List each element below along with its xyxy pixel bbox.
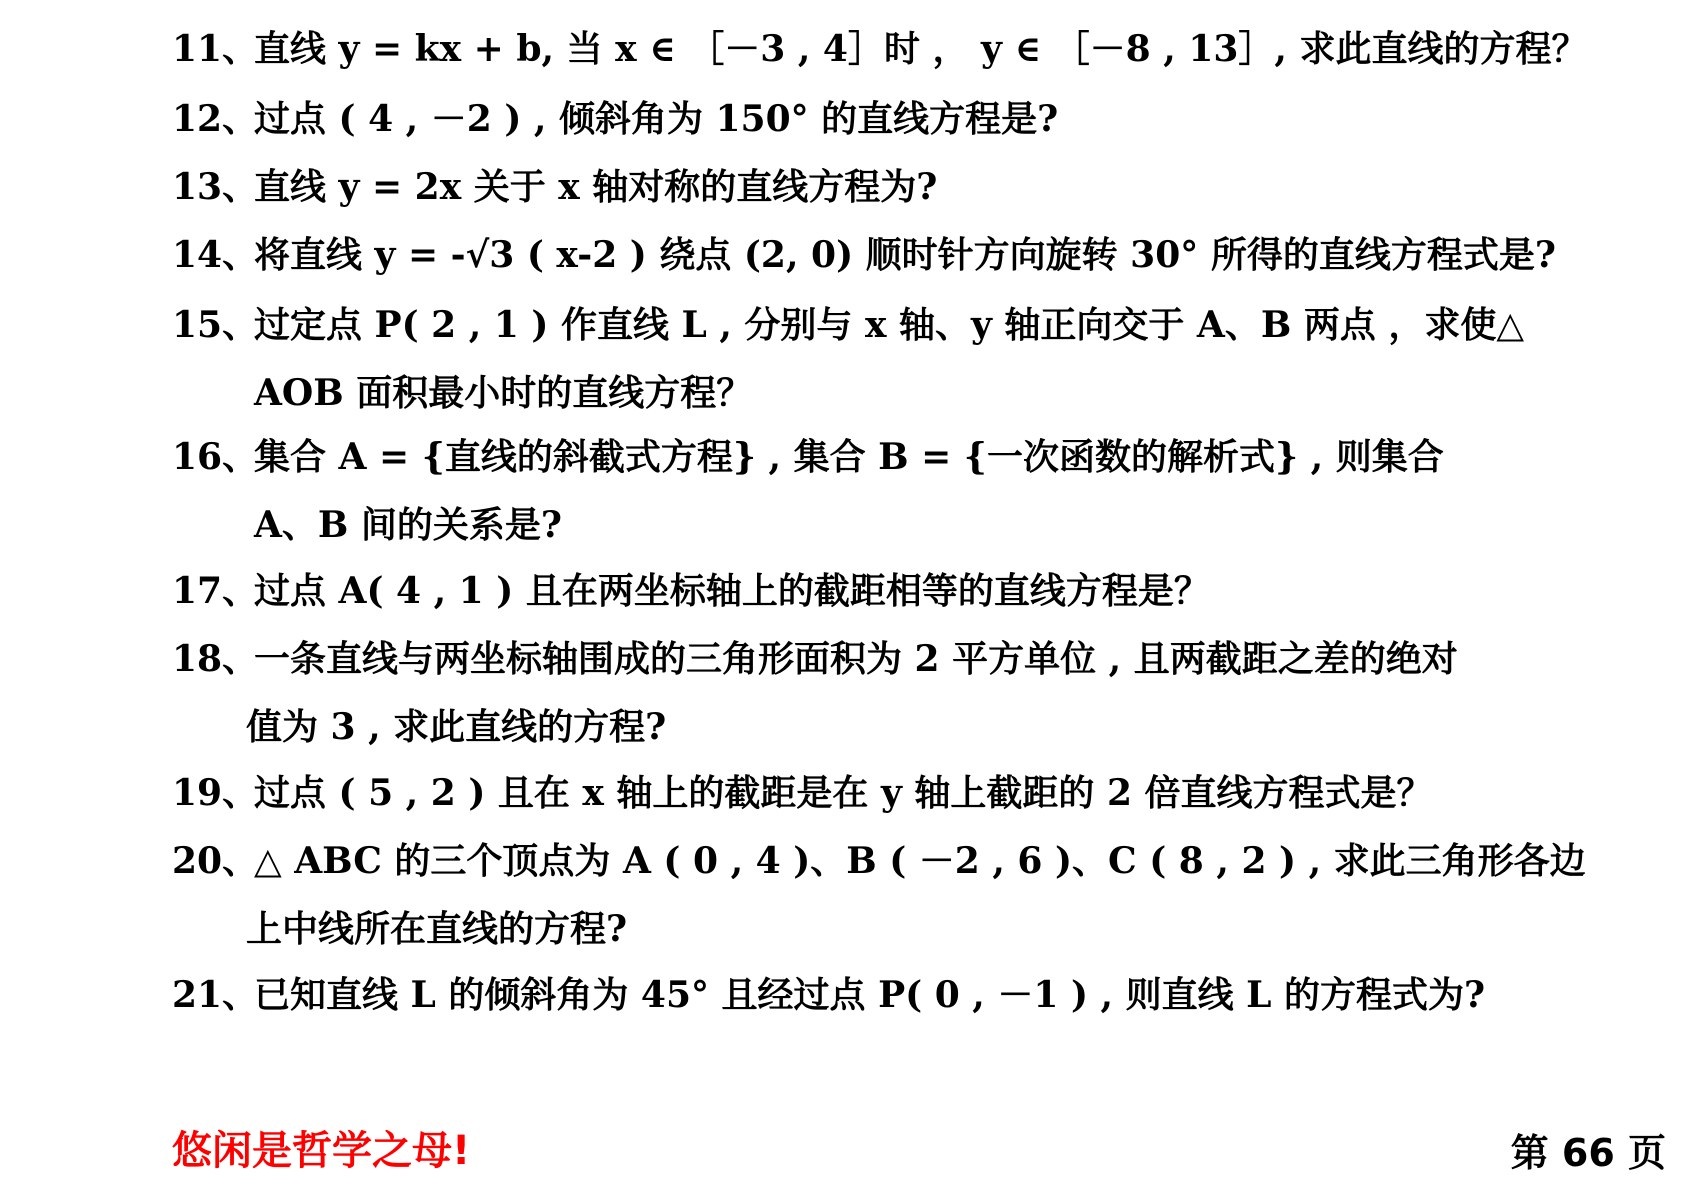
question-number: 19、 [172,772,259,814]
question-number: 16、 [172,436,259,478]
question-13 [0,164,937,210]
question-number: 12、 [172,98,259,140]
question-text: 一条直线与两坐标轴围成的三角形面积为 2 平方单位 , 且两截距之差的绝对 [254,638,1458,680]
footer-motto: 悠闲是哲学之母! [172,1128,471,1174]
question-text: 过定点 P( 2 , 1 ) 作直线 L , 分别与 x 轴、y 轴正向交于 A、B 两点 ，求使△ [254,304,1525,346]
question-number: 18、 [172,638,259,680]
question-text: 过点 A( 4 , 1 ) 且在两坐标轴上的截距相等的直线方程是？ [254,570,1210,612]
question-14 [0,232,1556,278]
question-17 [0,568,1210,614]
question-16 [0,434,1444,480]
question-text: 将直线 y = -√3 ( x-2 ) 绕点 (2, 0) 顺时针方向旋转 30° 所得的直线方程式是? [254,234,1556,276]
question-text: 直线 y = kx + b, 当 x ∈ ［－3 , 4］时 ， y ∈ ［－8 , 13］, 求此直线的方程？ [254,28,1588,70]
question-number: 11、 [172,28,259,70]
question-text: 集合 A = {直线的斜截式方程} , 集合 B = {一次函数的解析式} , 则集合 [254,436,1444,478]
question-21 [0,972,1485,1018]
question-text: △ ABC 的三个顶点为 A ( 0 , 4 )、B ( －2 , 6 )、C ( 8 , 2 ) , 求此三角形各边 [254,840,1586,882]
question-number: 17、 [172,570,259,612]
question-number: 20、 [172,840,259,882]
question-text: 过点 ( 5 , 2 ) 且在 x 轴上的截距是在 y 轴上截距的 2 倍直线方程式是？ [254,772,1433,814]
question-number: 15、 [172,304,259,346]
page-number: 第 66 页 [1510,1131,1666,1175]
question-number: 13、 [172,166,259,208]
question-12 [0,96,1058,142]
question-15-continuation: AOB 面积最小时的直线方程？ [254,372,753,414]
question-18 [0,636,1458,682]
question-18-continuation: 值为 3 , 求此直线的方程? [246,706,667,748]
question-20 [0,838,1586,884]
question-16-continuation: A、B 间的关系是? [254,504,562,546]
question-20-continuation: 上中线所在直线的方程? [246,908,628,950]
question-text: 过点 ( 4 , －2 ) , 倾斜角为 150° 的直线方程是? [254,98,1059,140]
question-15 [0,302,1524,348]
question-number: 21、 [172,974,259,1016]
question-text: 直线 y = 2x 关于 x 轴对称的直线方程为? [254,166,938,208]
question-number: 14、 [172,234,259,276]
question-text: 已知直线 L 的倾斜角为 45° 且经过点 P( 0 , －1 ) , 则直线 L 的方程式为? [254,974,1486,1016]
question-11 [0,26,1587,72]
question-19 [0,770,1433,816]
